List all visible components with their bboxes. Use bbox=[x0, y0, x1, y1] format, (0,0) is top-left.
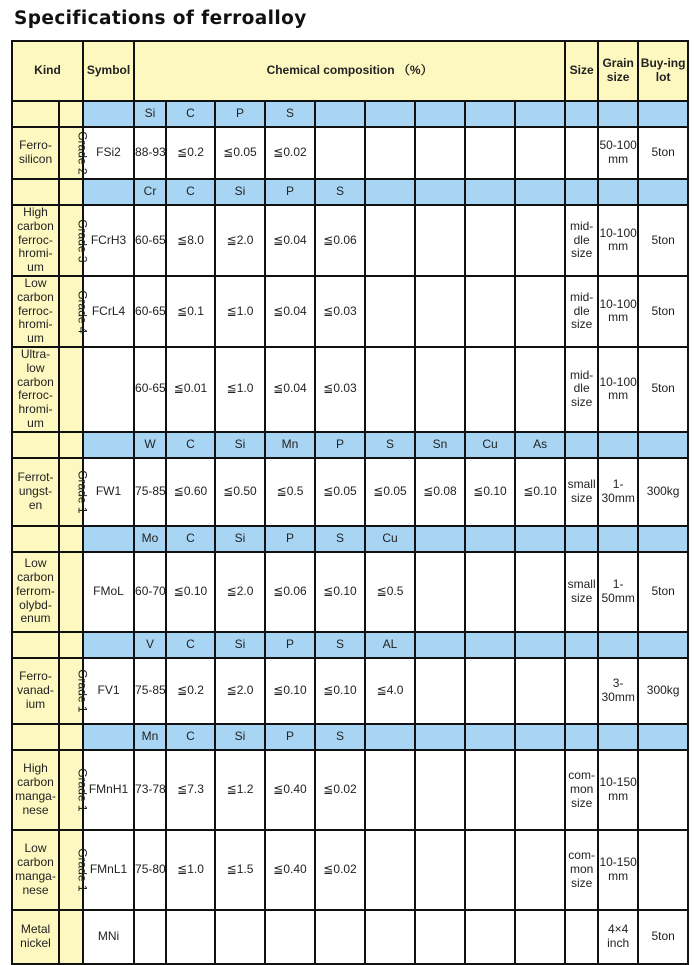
alloy-row bbox=[12, 750, 688, 830]
grade-label: Grade 4 bbox=[75, 289, 90, 334]
element-label: Sn bbox=[415, 432, 465, 458]
element-label bbox=[515, 724, 565, 750]
element-label: Mo bbox=[134, 526, 166, 552]
composition-value bbox=[365, 750, 415, 830]
alloy-grain-size: 10-100 mm bbox=[598, 205, 638, 276]
element-label bbox=[465, 101, 515, 127]
grade-spacer-cell bbox=[59, 432, 83, 458]
alloy-size bbox=[565, 910, 598, 964]
element-label bbox=[365, 179, 415, 205]
alloy-grade bbox=[59, 830, 90, 910]
composition-value bbox=[365, 276, 415, 347]
element-label: S bbox=[315, 526, 365, 552]
grade-label: Grade 1 bbox=[75, 470, 90, 514]
alloy-grain-size: 10-100 mm bbox=[598, 276, 638, 347]
composition-value bbox=[515, 276, 565, 347]
element-label: C bbox=[166, 179, 215, 205]
header-grain-size: Grain size bbox=[598, 41, 638, 101]
alloy-grain-size: 3-30mm bbox=[598, 658, 638, 724]
element-label bbox=[465, 632, 515, 658]
symbol-spacer-cell bbox=[83, 526, 134, 552]
alloy-grade bbox=[59, 910, 83, 964]
alloy-grade bbox=[59, 347, 83, 432]
alloy-buying-lot: 300kg bbox=[638, 658, 688, 724]
composition-value: ≦0.06 bbox=[315, 205, 365, 276]
element-label: Si bbox=[215, 724, 265, 750]
element-label: P bbox=[215, 101, 265, 127]
element-label: S bbox=[365, 432, 415, 458]
composition-value: ≦0.02 bbox=[265, 127, 315, 179]
composition-value: ≦1.0 bbox=[215, 276, 265, 347]
grain-spacer-cell bbox=[598, 432, 638, 458]
alloy-buying-lot: 5ton bbox=[638, 910, 688, 964]
element-label bbox=[415, 526, 465, 552]
composition-value: ≦0.01 bbox=[166, 347, 215, 432]
size-spacer-cell bbox=[565, 632, 598, 658]
composition-value: ≦8.0 bbox=[166, 205, 215, 276]
grade-spacer-cell bbox=[59, 101, 83, 127]
alloy-symbol: MNi bbox=[83, 910, 134, 964]
composition-value: ≦0.2 bbox=[166, 127, 215, 179]
alloy-kind: Ultra-low carbon ferroc-hromi-um bbox=[12, 347, 59, 432]
composition-value: ≦0.10 bbox=[265, 658, 315, 724]
element-label bbox=[415, 632, 465, 658]
element-header-row bbox=[12, 432, 688, 458]
element-label: S bbox=[265, 101, 315, 127]
lot-spacer-cell bbox=[638, 632, 688, 658]
grain-spacer-cell bbox=[598, 724, 638, 750]
alloy-row bbox=[12, 552, 688, 632]
lot-spacer-cell bbox=[638, 526, 688, 552]
composition-value: 88-93 bbox=[134, 127, 166, 179]
kind-spacer-cell bbox=[12, 724, 59, 750]
composition-value: ≦0.06 bbox=[265, 552, 315, 632]
composition-value bbox=[415, 205, 465, 276]
element-label bbox=[515, 179, 565, 205]
element-label bbox=[415, 724, 465, 750]
element-label bbox=[365, 724, 415, 750]
alloy-size: mid-dle size bbox=[565, 205, 598, 276]
composition-value: ≦0.40 bbox=[265, 750, 315, 830]
composition-value bbox=[465, 658, 515, 724]
composition-value: ≦0.08 bbox=[415, 458, 465, 526]
composition-value bbox=[365, 205, 415, 276]
grade-label: Grade 1 bbox=[75, 848, 90, 892]
composition-value: ≦0.1 bbox=[166, 276, 215, 347]
alloy-kind: Low carbon ferrom-olybd-enum bbox=[12, 552, 59, 632]
composition-value bbox=[365, 830, 415, 910]
element-label: C bbox=[166, 724, 215, 750]
header-chemical-composition: Chemical composition （%） bbox=[134, 41, 565, 101]
alloy-size: small size bbox=[565, 552, 598, 632]
alloy-grade bbox=[59, 127, 90, 179]
symbol-spacer-cell bbox=[83, 432, 134, 458]
element-label: As bbox=[515, 432, 565, 458]
composition-value: ≦2.0 bbox=[215, 552, 265, 632]
alloy-size bbox=[565, 127, 598, 179]
composition-value: ≦0.5 bbox=[265, 458, 315, 526]
composition-value: ≦0.04 bbox=[265, 205, 315, 276]
element-label: Cu bbox=[465, 432, 515, 458]
page-title: Specifications of ferroalloy bbox=[14, 8, 307, 29]
composition-value: ≦0.10 bbox=[315, 552, 365, 632]
composition-value: ≦0.05 bbox=[365, 458, 415, 526]
composition-value: ≦0.10 bbox=[166, 552, 215, 632]
composition-value: 60-65 bbox=[134, 205, 166, 276]
composition-value: ≦0.05 bbox=[215, 127, 265, 179]
alloy-symbol bbox=[83, 347, 134, 432]
grade-spacer-cell bbox=[59, 632, 83, 658]
alloy-symbol: FCrH3 bbox=[83, 205, 134, 276]
composition-value bbox=[515, 347, 565, 432]
alloy-symbol: FMoL bbox=[83, 552, 134, 632]
element-label: Cu bbox=[365, 526, 415, 552]
header-symbol: Symbol bbox=[83, 41, 134, 101]
composition-value: 60-65 bbox=[134, 276, 166, 347]
composition-value: 75-85 bbox=[134, 458, 166, 526]
alloy-grade bbox=[59, 750, 90, 830]
alloy-row bbox=[12, 658, 688, 724]
composition-value: ≦0.03 bbox=[315, 276, 365, 347]
element-label: P bbox=[265, 632, 315, 658]
composition-value bbox=[465, 830, 515, 910]
composition-value: 60-70 bbox=[134, 552, 166, 632]
alloy-kind: High carbon ferroc-hromi-um bbox=[12, 205, 59, 276]
alloy-size: mid-dle size bbox=[565, 276, 598, 347]
alloy-kind: Ferrot-ungst-en bbox=[12, 458, 59, 526]
element-label: C bbox=[166, 632, 215, 658]
composition-value bbox=[415, 910, 465, 964]
size-spacer-cell bbox=[565, 101, 598, 127]
size-spacer-cell bbox=[565, 432, 598, 458]
element-label: W bbox=[134, 432, 166, 458]
element-label: Si bbox=[215, 526, 265, 552]
lot-spacer-cell bbox=[638, 179, 688, 205]
composition-value bbox=[415, 552, 465, 632]
element-label: C bbox=[166, 432, 215, 458]
alloy-buying-lot bbox=[638, 830, 688, 910]
alloy-row bbox=[12, 347, 688, 432]
alloy-grain-size: 50-100 mm bbox=[598, 127, 638, 179]
grade-spacer-cell bbox=[59, 179, 83, 205]
composition-value: 60-65 bbox=[134, 347, 166, 432]
alloy-buying-lot: 5ton bbox=[638, 205, 688, 276]
composition-value: ≦0.10 bbox=[465, 458, 515, 526]
composition-value bbox=[315, 127, 365, 179]
composition-value: ≦1.2 bbox=[215, 750, 265, 830]
composition-value: 75-80 bbox=[134, 830, 166, 910]
alloy-symbol: FCrL4 bbox=[83, 276, 134, 347]
kind-spacer-cell bbox=[12, 179, 59, 205]
composition-value: ≦0.60 bbox=[166, 458, 215, 526]
grade-spacer-cell bbox=[59, 526, 83, 552]
composition-value bbox=[515, 910, 565, 964]
kind-spacer-cell bbox=[12, 432, 59, 458]
kind-spacer-cell bbox=[12, 632, 59, 658]
alloy-grade bbox=[59, 205, 90, 276]
element-label: Si bbox=[215, 432, 265, 458]
composition-value bbox=[465, 552, 515, 632]
symbol-spacer-cell bbox=[83, 632, 134, 658]
element-label: Si bbox=[134, 101, 166, 127]
alloy-buying-lot: 300kg bbox=[638, 458, 688, 526]
header-row bbox=[12, 41, 688, 101]
alloy-row bbox=[12, 458, 688, 526]
size-spacer-cell bbox=[565, 724, 598, 750]
element-label: S bbox=[315, 724, 365, 750]
alloy-grain-size: 10-100 mm bbox=[598, 347, 638, 432]
alloy-buying-lot bbox=[638, 750, 688, 830]
composition-value bbox=[515, 830, 565, 910]
element-label: S bbox=[315, 632, 365, 658]
grain-spacer-cell bbox=[598, 632, 638, 658]
alloy-grade bbox=[59, 658, 90, 724]
composition-value: ≦1.0 bbox=[166, 830, 215, 910]
alloy-symbol: FSi2 bbox=[83, 127, 134, 179]
grade-label: Grade 1 bbox=[75, 669, 90, 713]
alloy-grain-size: 1-30mm bbox=[598, 458, 638, 526]
alloy-buying-lot: 5ton bbox=[638, 276, 688, 347]
composition-value bbox=[365, 127, 415, 179]
alloy-symbol: FMnH1 bbox=[83, 750, 134, 830]
composition-value: 75-85 bbox=[134, 658, 166, 724]
composition-value: ≦0.50 bbox=[215, 458, 265, 526]
lot-spacer-cell bbox=[638, 724, 688, 750]
grade-spacer-cell bbox=[59, 724, 83, 750]
composition-value bbox=[166, 910, 215, 964]
composition-value: ≦0.2 bbox=[166, 658, 215, 724]
composition-value bbox=[215, 910, 265, 964]
composition-value: 73-78 bbox=[134, 750, 166, 830]
alloy-grade bbox=[59, 276, 90, 347]
element-label: Cr bbox=[134, 179, 166, 205]
kind-spacer-cell bbox=[12, 526, 59, 552]
element-label: Si bbox=[215, 179, 265, 205]
alloy-grade bbox=[59, 552, 83, 632]
symbol-spacer-cell bbox=[83, 101, 134, 127]
element-label: P bbox=[265, 179, 315, 205]
element-label: P bbox=[315, 432, 365, 458]
grade-label: Grade 2 bbox=[75, 131, 90, 175]
lot-spacer-cell bbox=[638, 101, 688, 127]
composition-value bbox=[465, 205, 515, 276]
element-label: S bbox=[315, 179, 365, 205]
alloy-size: com-mon size bbox=[565, 830, 598, 910]
composition-value: ≦4.0 bbox=[365, 658, 415, 724]
composition-value bbox=[465, 347, 515, 432]
alloy-buying-lot: 5ton bbox=[638, 552, 688, 632]
element-label: C bbox=[166, 101, 215, 127]
alloy-size: com-mon size bbox=[565, 750, 598, 830]
composition-value bbox=[315, 910, 365, 964]
alloy-row bbox=[12, 910, 688, 964]
element-label: Mn bbox=[265, 432, 315, 458]
composition-value bbox=[415, 750, 465, 830]
element-label bbox=[515, 526, 565, 552]
element-label: Si bbox=[215, 632, 265, 658]
composition-value: ≦0.05 bbox=[315, 458, 365, 526]
element-label bbox=[465, 724, 515, 750]
composition-value bbox=[134, 910, 166, 964]
alloy-kind: Low carbon ferroc-hromi-um bbox=[12, 276, 59, 347]
composition-value bbox=[415, 127, 465, 179]
alloy-buying-lot: 5ton bbox=[638, 347, 688, 432]
element-label bbox=[515, 101, 565, 127]
element-label: Mn bbox=[134, 724, 166, 750]
grade-label: Grade 1 bbox=[75, 768, 90, 812]
alloy-symbol: FW1 bbox=[83, 458, 134, 526]
grade-label: Grade 3 bbox=[75, 218, 90, 263]
composition-value bbox=[365, 347, 415, 432]
element-label bbox=[415, 179, 465, 205]
alloy-size bbox=[565, 658, 598, 724]
grain-spacer-cell bbox=[598, 179, 638, 205]
header-size: Size bbox=[565, 41, 598, 101]
alloy-row bbox=[12, 127, 688, 179]
alloy-row bbox=[12, 830, 688, 910]
composition-value bbox=[515, 750, 565, 830]
size-spacer-cell bbox=[565, 179, 598, 205]
size-spacer-cell bbox=[565, 526, 598, 552]
spec-table bbox=[11, 40, 689, 965]
kind-spacer-cell bbox=[12, 101, 59, 127]
composition-value: ≦0.40 bbox=[265, 830, 315, 910]
element-label bbox=[315, 101, 365, 127]
alloy-symbol: FMnL1 bbox=[83, 830, 134, 910]
composition-value: ≦0.03 bbox=[315, 347, 365, 432]
element-header-row bbox=[12, 179, 688, 205]
spec-table-body bbox=[12, 41, 688, 964]
composition-value: ≦0.10 bbox=[315, 658, 365, 724]
element-label bbox=[465, 179, 515, 205]
composition-value bbox=[465, 910, 515, 964]
element-label bbox=[365, 101, 415, 127]
element-label: V bbox=[134, 632, 166, 658]
element-label: P bbox=[265, 526, 315, 552]
alloy-buying-lot: 5ton bbox=[638, 127, 688, 179]
alloy-size: small size bbox=[565, 458, 598, 526]
composition-value bbox=[415, 276, 465, 347]
composition-value bbox=[415, 830, 465, 910]
element-label: AL bbox=[365, 632, 415, 658]
symbol-spacer-cell bbox=[83, 724, 134, 750]
grain-spacer-cell bbox=[598, 101, 638, 127]
composition-value bbox=[465, 276, 515, 347]
composition-value bbox=[465, 127, 515, 179]
composition-value: ≦1.0 bbox=[215, 347, 265, 432]
composition-value bbox=[515, 552, 565, 632]
composition-value bbox=[365, 910, 415, 964]
alloy-kind: Metal nickel bbox=[12, 910, 59, 964]
alloy-grain-size: 10-150 mm bbox=[598, 750, 638, 830]
element-label: P bbox=[265, 724, 315, 750]
composition-value: ≦0.10 bbox=[515, 458, 565, 526]
element-label bbox=[415, 101, 465, 127]
composition-value: ≦0.04 bbox=[265, 276, 315, 347]
composition-value bbox=[515, 658, 565, 724]
lot-spacer-cell bbox=[638, 432, 688, 458]
composition-value: ≦0.02 bbox=[315, 830, 365, 910]
composition-value bbox=[415, 347, 465, 432]
element-header-row bbox=[12, 632, 688, 658]
composition-value: ≦0.02 bbox=[315, 750, 365, 830]
alloy-grain-size: 10-150 mm bbox=[598, 830, 638, 910]
alloy-kind: High carbon manga-nese bbox=[12, 750, 59, 830]
element-header-row bbox=[12, 724, 688, 750]
element-label: C bbox=[166, 526, 215, 552]
alloy-row bbox=[12, 205, 688, 276]
alloy-kind: Low carbon manga-nese bbox=[12, 830, 59, 910]
alloy-grain-size: 4×4 inch bbox=[598, 910, 638, 964]
element-header-row bbox=[12, 526, 688, 552]
composition-value: ≦0.04 bbox=[265, 347, 315, 432]
element-label bbox=[515, 632, 565, 658]
alloy-symbol: FV1 bbox=[83, 658, 134, 724]
composition-value: ≦2.0 bbox=[215, 205, 265, 276]
alloy-grade bbox=[59, 458, 90, 526]
composition-value: ≦2.0 bbox=[215, 658, 265, 724]
grain-spacer-cell bbox=[598, 526, 638, 552]
header-kind: Kind bbox=[12, 41, 83, 101]
alloy-size: mid-dle size bbox=[565, 347, 598, 432]
composition-value: ≦0.5 bbox=[365, 552, 415, 632]
composition-value: ≦1.5 bbox=[215, 830, 265, 910]
composition-value bbox=[465, 750, 515, 830]
alloy-row bbox=[12, 276, 688, 347]
composition-value: ≦7.3 bbox=[166, 750, 215, 830]
alloy-kind: Ferro-silicon bbox=[12, 127, 59, 179]
element-header-row bbox=[12, 101, 688, 127]
composition-value bbox=[515, 127, 565, 179]
symbol-spacer-cell bbox=[83, 179, 134, 205]
alloy-kind: Ferro-vanad-ium bbox=[12, 658, 59, 724]
composition-value bbox=[265, 910, 315, 964]
composition-value bbox=[515, 205, 565, 276]
alloy-grain-size: 1-50mm bbox=[598, 552, 638, 632]
composition-value bbox=[415, 658, 465, 724]
header-buying-lot: Buy-ing lot bbox=[638, 41, 688, 101]
element-label bbox=[465, 526, 515, 552]
